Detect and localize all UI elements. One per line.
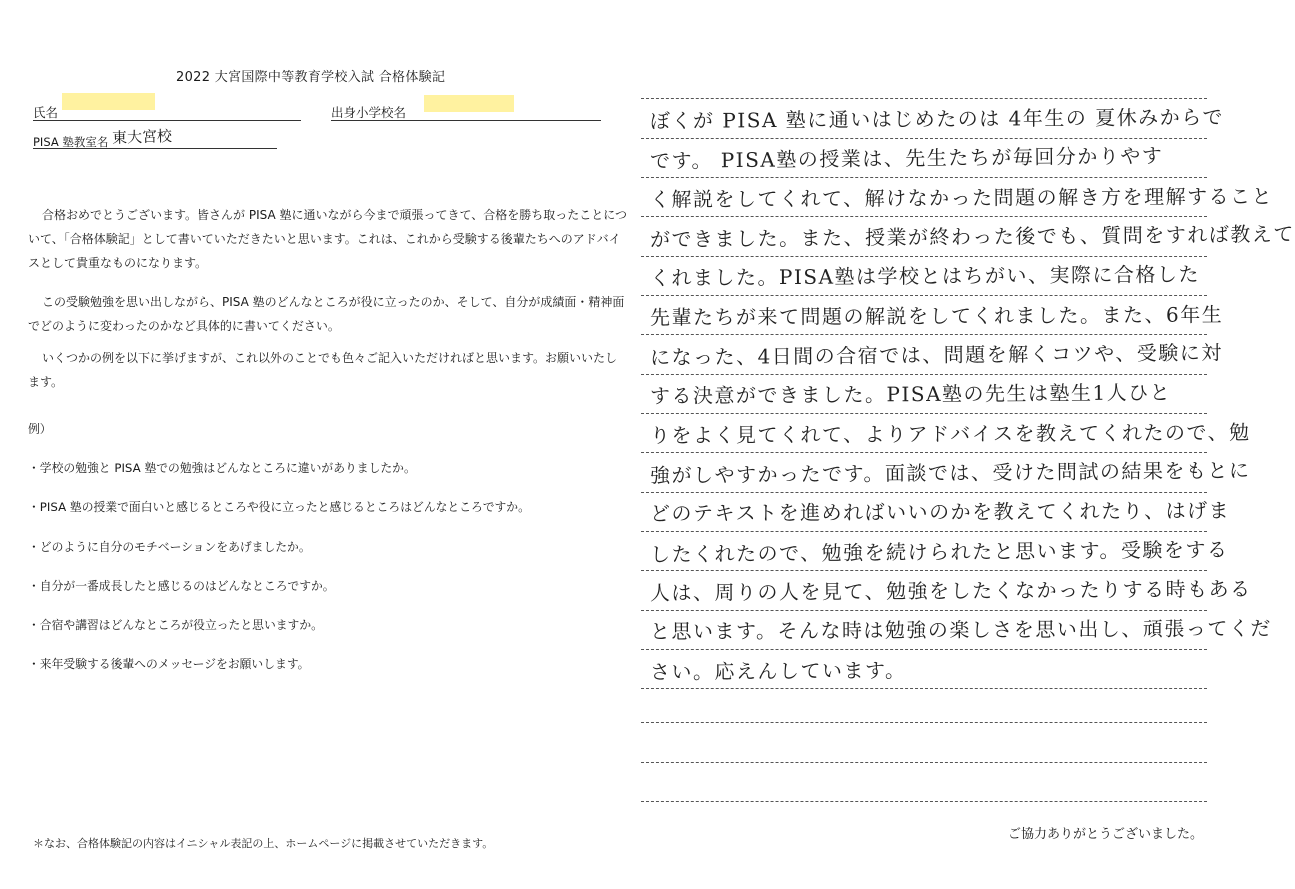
question-item: ・PISA 塾の授業で面白いと感じるところや役に立ったと感じるところはどんなところですか。	[28, 500, 530, 514]
essay-line: 強がしやすかったです。面談では、受けた問試の結果をもとに	[649, 458, 1251, 488]
essay-line: ができました。また、授業が終わった後でも、質問をすれば教えて	[649, 221, 1295, 252]
name-redaction	[62, 93, 155, 110]
essay-line: です。 PISA塾の授業は、先生たちが毎回分かりやす	[649, 143, 1164, 173]
instruction-paragraph-2: この受験勉強を思い出しながら、PISA 塾のどんなところが役に立ったのか、そして、自分が成績面・精神面でどのように変わったのかなど具体的に書いてください。	[28, 295, 625, 333]
essay-line: くれました。PISA塾は学校とはちがい、実際に合格した	[649, 262, 1201, 290]
ruled-line	[641, 492, 1207, 493]
instruction-paragraph-3: いくつかの例を以下に挙げますが、これ以外のことでも色々ご記入いただければと思います。お願いいたします。	[28, 351, 618, 389]
footnote: ＊なお、合格体験記の内容はイニシャル表記の上、ホームページに掲載させていただきます。	[33, 837, 494, 850]
school-redaction	[424, 95, 514, 112]
ruled-line	[641, 722, 1207, 723]
question-item: ・来年受験する後輩へのメッセージをお願いします。	[28, 657, 310, 671]
school-field-underline	[331, 120, 601, 121]
example-label: 例）	[28, 422, 52, 436]
question-item: ・合宿や講習はどんなところが役立ったと思いますか。	[28, 618, 323, 632]
ruled-line	[641, 649, 1207, 650]
ruled-line	[641, 610, 1207, 611]
school-label: 出身小学校名	[331, 105, 407, 120]
name-label: 氏名	[33, 105, 59, 120]
room-label: PISA 塾教室名	[33, 135, 109, 149]
thanks-message: ご協力ありがとうございました。	[1008, 827, 1204, 842]
ruled-line	[641, 98, 1207, 99]
essay-line: く解説をしてくれて、解けなかった問題の解き方を理解すること	[649, 184, 1274, 212]
essay-line: する決意ができました。PISA塾の先生は塾生1人ひと	[649, 380, 1172, 408]
essay-line: 人は、周りの人を見て、勉強をしたくなかったりする時もある	[649, 576, 1252, 605]
page-title: 2022 大宮国際中等教育学校入試 合格体験記	[176, 70, 446, 85]
ruled-line	[641, 531, 1207, 532]
ruled-line	[641, 762, 1207, 763]
essay-line: になった、4日間の合宿では、問題を解くコツや、受験に対	[649, 340, 1223, 370]
essay-line: 先輩たちが来て問題の解説をしてくれました。また、6年生	[649, 302, 1224, 330]
instruction-paragraph-1: 合格おめでとうございます。皆さんが PISA 塾に通いながら今まで頑張ってきて、合格を勝ち取ったことについて、「合格体験記」として書いていただきたいと思います。これは、これから受験する後輩たちへのアドバイスとして貴重なものになります。	[28, 208, 628, 270]
room-value: 東大宮校	[111, 126, 173, 148]
room-field-underline	[33, 148, 277, 149]
ruled-line	[641, 216, 1207, 217]
ruled-line	[641, 801, 1207, 802]
essay-line: したくれたので、勉強を続けられたと思います。受験をする	[649, 537, 1229, 567]
ruled-line	[641, 452, 1207, 453]
essay-line: と思います。そんな時は勉強の楽しさを思い出し、頑張ってくだ	[649, 616, 1272, 644]
essay-line: さい。応えんしています。	[649, 658, 907, 684]
essay-line: どのテキストを進めればいいのかを教えてくれたり、はげま	[649, 498, 1231, 526]
essay-line: りをよく見てくれて、よりアドバイスを教えてくれたので、勉	[649, 420, 1251, 448]
name-field-underline	[33, 120, 301, 121]
ruled-line	[641, 334, 1207, 335]
ruled-line	[641, 413, 1207, 414]
question-item: ・どのように自分のモチベーションをあげましたか。	[28, 540, 311, 554]
ruled-line	[641, 177, 1207, 178]
question-item: ・自分が一番成長したと感じるのはどんなところですか。	[28, 579, 335, 593]
ruled-line	[641, 295, 1207, 296]
essay-line: ぼくが PISA 塾に通いはじめたのは 4年生の 夏休みからで	[649, 104, 1225, 133]
question-item: ・学校の勉強と PISA 塾での勉強はどんなところに違いがありましたか。	[28, 461, 416, 475]
